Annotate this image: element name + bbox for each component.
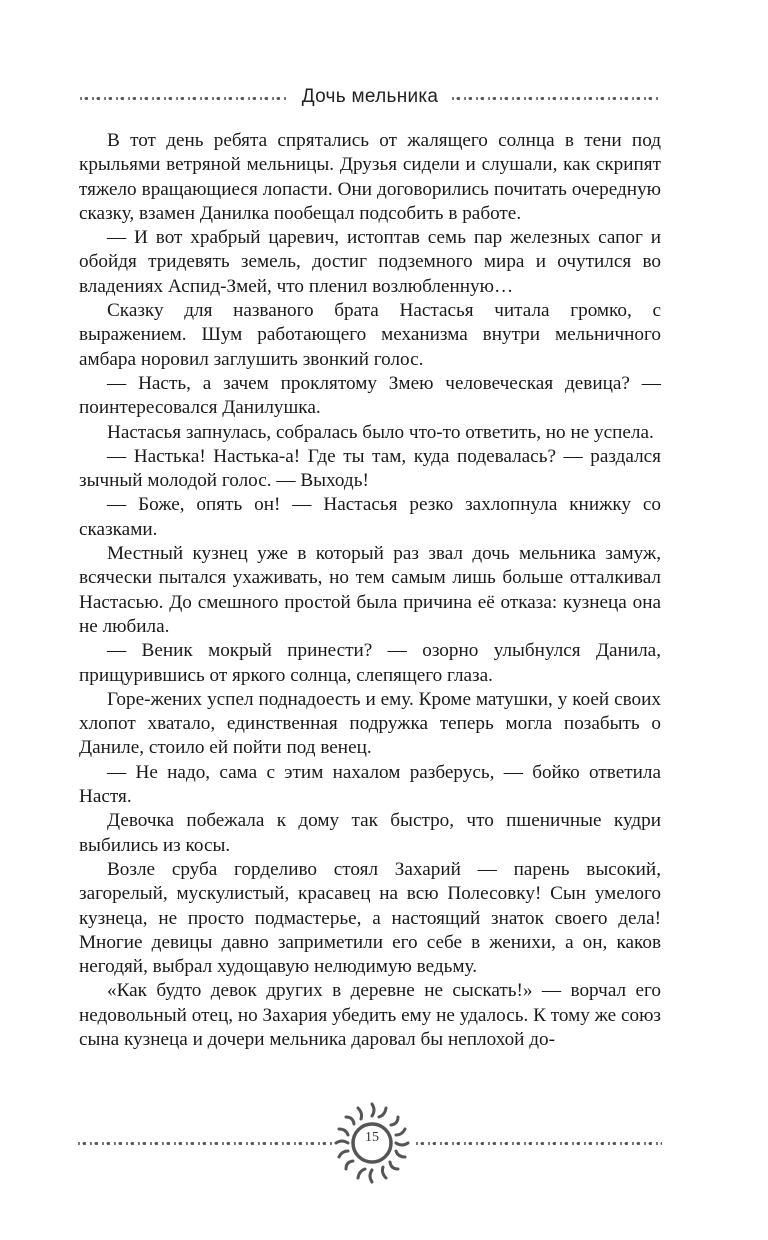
header-ornament-left — [80, 94, 288, 103]
paragraph: Настасья запнулась, собралась было что-то ответить, но не успела. — [107, 421, 654, 443]
paragraph: — Настька! Настька-а! Где ты там, куда подевалась? — раздался зычный молодой голос. — Выходь! — [79, 445, 661, 492]
paragraph: Горе-жених успел поднадоесть и ему. Кроме матушки, у коей своих хлопот хватало, единственная подружка теперь могла позабыть о Даниле, стоило ей пойти под венец. — [79, 688, 661, 759]
paragraph: Возле сруба горделиво стоял Захарий — парень высокий, загорелый, мускулистый, красавец на всю Полесовку! Сын умелого кузнеца, не просто подмастерье, а настоящий знаток своего дела! Многие девицы давно заприметили его себе в женихи, а он, каков негодяй, выбрал худощавую нелюдимую ведьму. — [79, 858, 661, 978]
running-title: Дочь мельника — [301, 86, 439, 107]
paragraph: В тот день ребята спрятались от жалящего солнца в тени под крыльями ветряной мельницы. Друзья сидели и слушали, как скрипят тяжело вращающиеся лопасти. Они договорились почитать очередную сказку, взамен Данилка пообещал подсобить в работе. — [79, 130, 661, 224]
footer-ornament-left — [78, 1139, 332, 1148]
header-ornament-right — [452, 94, 660, 103]
running-header — [0, 80, 768, 116]
paragraph: — Веник мокрый принести? — озорно улыбнулся Данила, прищурившись от яркого солнца, слепящего глаза. — [79, 640, 661, 686]
page-body — [79, 129, 661, 1052]
paragraph: Девочка побежала к дому так быстро, что пшеничные кудри выбились из косы. — [79, 810, 661, 856]
page-footer — [0, 1098, 768, 1188]
footer-ornament-right — [416, 1139, 662, 1148]
paragraph: — Не надо, сама с этим нахалом разберусь, — бойко ответила Настя. — [79, 761, 661, 808]
paragraph: «Как будто девок других в деревне не сыскать!» — ворчал его недовольный отец, но Захария убедить ему не удалось. К тому же союз сына кузнеца и дочери мельника даровал бы неплохой до- — [79, 980, 661, 1050]
paragraph: Местный кузнец уже в который раз звал дочь мельника замуж, всячески пытался ухаживать, но тем самым лишь больше отталкивал Настасью. До смешного простой была причина её отказа: кузнеца она не любила. — [79, 543, 661, 637]
paragraph: Сказку для названого брата Настасья читала громко, с выражением. Шум работающего механизма внутри мельничного амбара норовил заглушить звонкий голос. — [79, 300, 661, 370]
paragraph: — Насть, а зачем проклятому Змею человеческая девица? — поинтересовался Данилушка. — [79, 372, 661, 419]
paragraph: — И вот храбрый царевич, истоптав семь пар железных сапог и обойдя тридевять земель, достиг подземного мира и очутился во владениях Аспид-Змей, что пленил возлюбленную… — [79, 227, 661, 297]
page-number: 15 — [365, 1130, 379, 1145]
paragraph: — Боже, опять он! — Настасья резко захлопнула книжку со сказками. — [79, 494, 661, 540]
